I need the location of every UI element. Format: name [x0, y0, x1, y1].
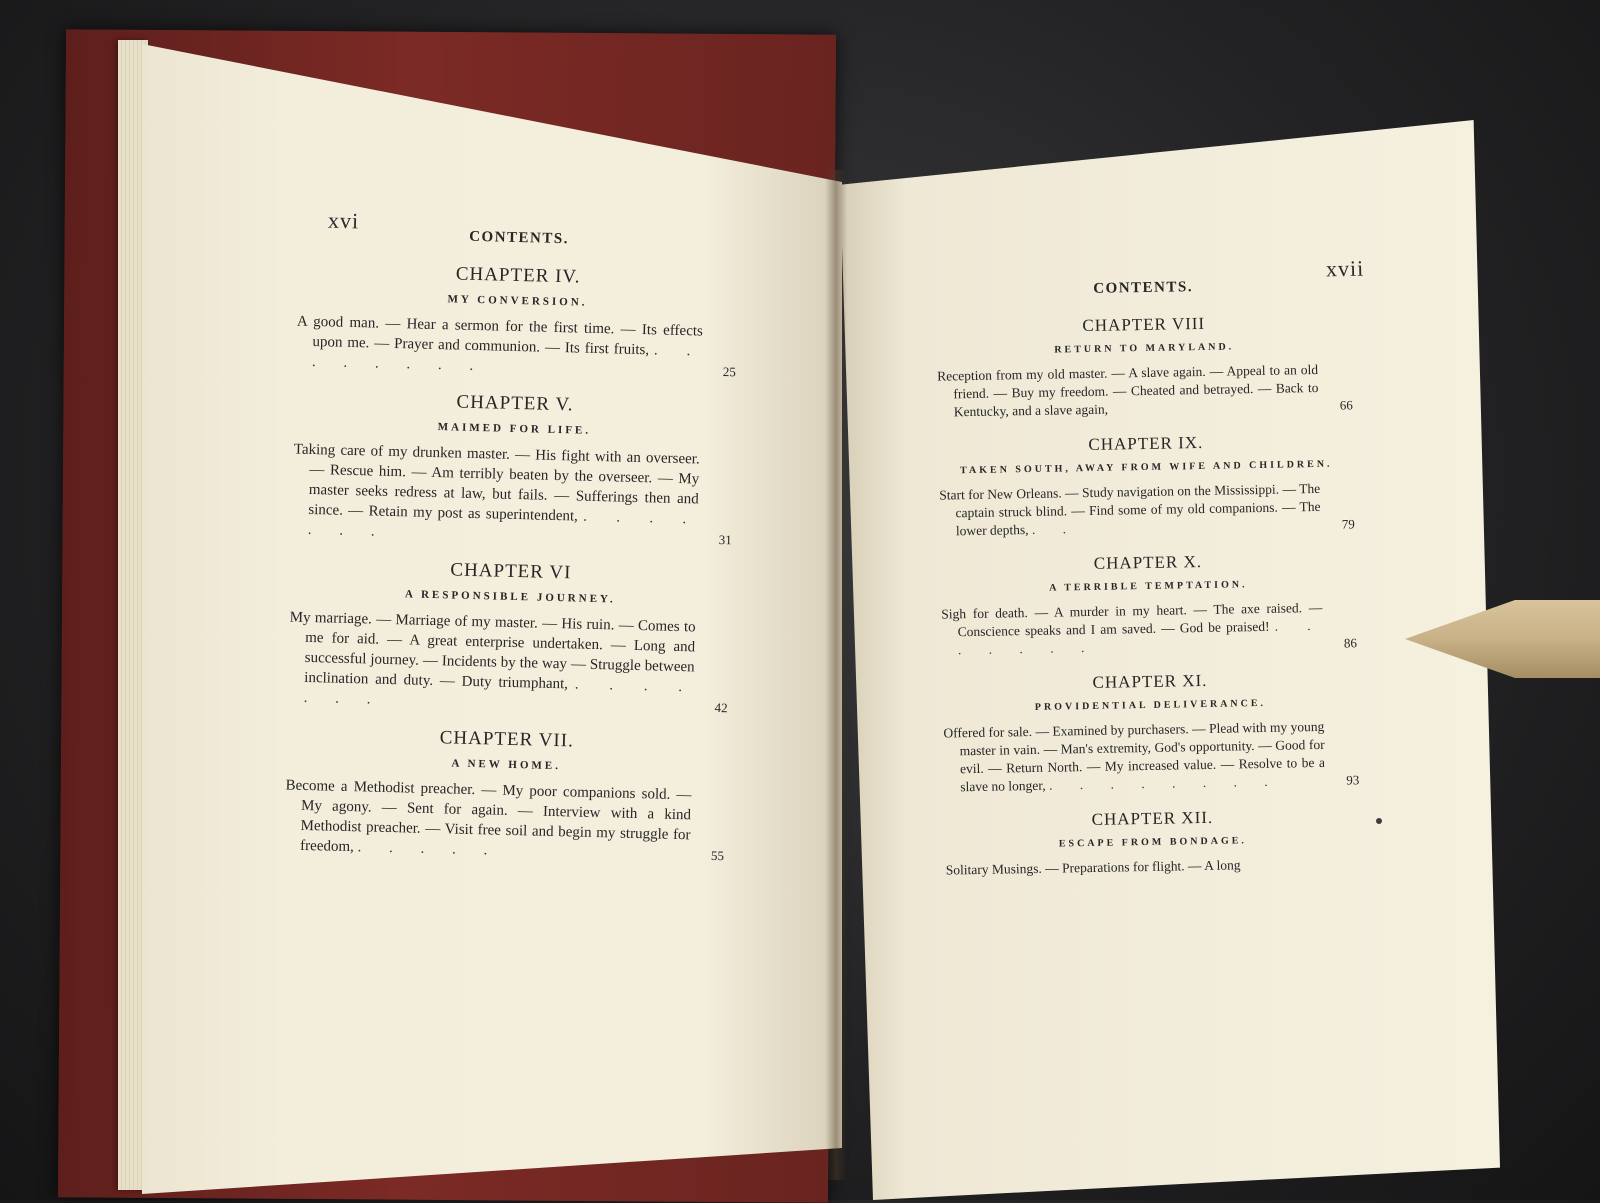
chapter-subtitle: TAKEN SOUTH, AWAY FROM WIFE AND CHILDREN.	[959, 458, 1333, 477]
chapter-title: CHAPTER X.	[1093, 552, 1203, 573]
right-contents	[935, 246, 1361, 895]
paper-speck	[1376, 818, 1382, 824]
chapter-subtitle: A TERRIBLE TEMPTATION.	[1049, 579, 1248, 594]
page-number: 79	[1341, 516, 1355, 532]
chapter-block	[288, 556, 732, 719]
page-number	[1327, 872, 1361, 873]
chapter-block	[296, 260, 739, 383]
page-number: 25	[722, 364, 737, 380]
chapter-block	[938, 430, 1355, 540]
chapter-title: CHAPTER VII.	[439, 727, 575, 752]
chapter-block	[284, 723, 727, 866]
page-number: 86	[1343, 635, 1358, 651]
chapter-title: CHAPTER XI.	[1092, 670, 1208, 692]
leader-dots: . .	[1031, 521, 1079, 537]
entry-text: Solitary Musings. — Preparations for flight. — A long	[945, 857, 1241, 878]
chapter-block	[945, 805, 1361, 879]
chapter-title: CHAPTER IV.	[455, 263, 581, 288]
chapter-title: CHAPTER XII.	[1091, 807, 1214, 829]
page-number: 31	[718, 531, 732, 548]
entry-text	[296, 312, 703, 382]
page-number: 93	[1346, 772, 1360, 788]
leader-dots: . . . . .	[357, 839, 500, 859]
chapter-block	[936, 311, 1353, 421]
entry-text	[943, 718, 1325, 797]
entry-summary: My marriage. — Marriage of my master. — His ruin. — Comes to me for aid. — A great enterprise undertaken. — Long and successful journey. — Incidents by the way — Struggle between inclination and duty. — Duty triumphant,	[289, 609, 696, 693]
running-head: CONTENTS.	[1093, 279, 1194, 297]
leader-dots: . . . . . . .	[303, 676, 695, 708]
left-contents	[284, 195, 740, 883]
leader-dots: . . . . . . . .	[1048, 773, 1280, 793]
chapter-block	[940, 549, 1357, 659]
right-folio: xvii	[1325, 255, 1365, 282]
contents-entry	[296, 312, 737, 383]
chapter-subtitle: RETURN TO MARYLAND.	[1054, 341, 1235, 356]
leader-dots: . . . . . . .	[957, 617, 1323, 658]
entry-summary: Offered for sale. — Examined by purchasers. — Plead with my young master in vain. — Man's extremity, God's opportunity. — Good for evil. — Return North. — My increased value. — Resolve to be a slave no longer,	[943, 718, 1326, 795]
entry-text	[941, 599, 1323, 660]
entry-summary: A good man. — Hear a sermon for the first time. — Its effects upon me. — Prayer and communion. — Its first fruits,	[296, 313, 704, 359]
contents-entry	[939, 479, 1355, 540]
entry-text	[292, 440, 700, 550]
leader-dots: . . . . . . . .	[311, 342, 703, 375]
chapter-title: CHAPTER VI	[450, 559, 572, 584]
entry-summary: Start for New Orleans. — Study navigation on the Mississippi. — The captain struck blind. — Find some of my old companions. — The lower depths,	[939, 480, 1321, 539]
entry-text: Reception from my old master. — A slave again. — Appeal to an old friend. — Buy my freedom. — Cheated and betrayed. — Back to Kentucky, and a slave again,	[937, 361, 1319, 420]
left-folio: xvi	[327, 207, 360, 234]
contents-entry	[946, 854, 1361, 879]
entry-text	[284, 775, 692, 865]
leader-dots: . . . . . . .	[307, 508, 699, 540]
contents-entry	[292, 440, 734, 551]
chapter-title: CHAPTER V.	[456, 391, 574, 416]
contents-entry	[284, 775, 726, 866]
page-number: 55	[710, 847, 725, 864]
page-number: 42	[714, 699, 728, 716]
chapter-subtitle: ESCAPE FROM BONDAGE.	[1058, 835, 1247, 850]
entry-summary: Sigh for death. — A murder in my heart. — The axe raised. — Conscience speaks and I am saved. — God be praised!	[941, 599, 1323, 640]
entry-text	[288, 608, 696, 718]
chapter-subtitle: MY CONVERSION.	[447, 293, 588, 309]
contents-entry	[937, 360, 1353, 421]
contents-entry	[941, 598, 1357, 659]
entry-summary: Taking care of my drunken master. — His fight with an overseer. — Rescue him. — Am terribly beaten by the overseer. — My master seeks redress at law, but fails. — Sufferings then and since. — Retain my post as superintendent,	[293, 441, 700, 525]
chapter-block	[292, 388, 736, 551]
chapter-subtitle: A RESPONSIBLE JOURNEY.	[404, 588, 616, 606]
chapter-block	[942, 668, 1359, 796]
chapter-subtitle: PROVIDENTIAL DELIVERANCE.	[1034, 697, 1267, 713]
running-head: CONTENTS.	[469, 228, 570, 248]
book-gutter	[825, 170, 847, 1180]
page-number: 66	[1339, 397, 1353, 413]
entry-summary: Become a Methodist preacher. — My poor companions sold. — My agony. — Sent for again. — Interview with a kind Methodist preacher. — Visit free soil and begin my struggle for freedom,	[285, 777, 692, 856]
chapter-subtitle: MAIMED FOR LIFE.	[437, 421, 592, 437]
contents-entry	[943, 717, 1359, 796]
contents-entry	[288, 608, 730, 719]
chapter-title: CHAPTER IX.	[1088, 432, 1204, 454]
chapter-title: CHAPTER VIII	[1082, 313, 1206, 336]
chapter-subtitle: A NEW HOME.	[451, 757, 562, 773]
entry-text	[939, 480, 1321, 541]
